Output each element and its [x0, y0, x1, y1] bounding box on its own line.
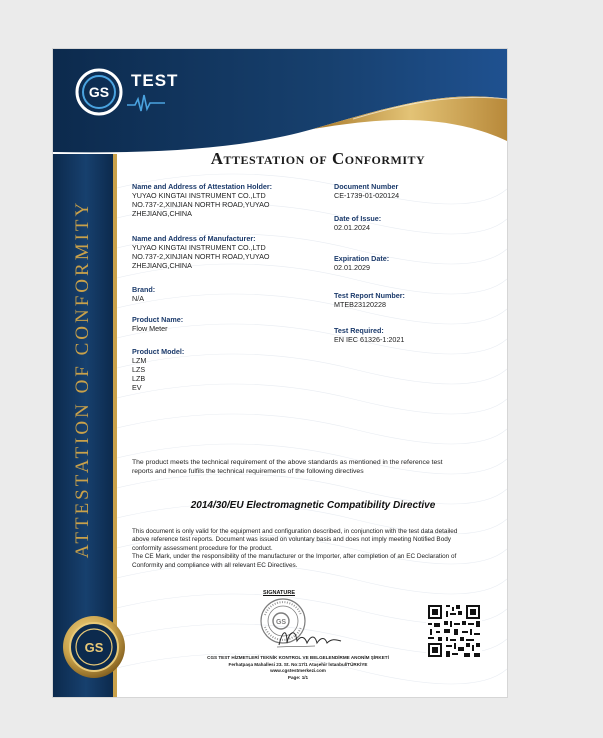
product-model-item: LZS	[132, 365, 146, 374]
product-name-value: Flow Meter	[132, 324, 168, 333]
logo-text: TEST	[131, 71, 179, 90]
test-required-label: Test Required:	[334, 326, 384, 335]
manufacturer-line: ZHEJIANG,CHINA	[132, 261, 192, 270]
handwritten-signature	[275, 621, 345, 651]
directive-title: 2014/30/EU Electromagnetic Compatibility Directive	[190, 500, 436, 511]
test-report-number-label: Test Report Number:	[334, 291, 405, 300]
test-report-number-block	[334, 291, 405, 309]
holder-line: YUYAO KINGTAI INSTRUMENT CO.,LTD	[132, 191, 266, 200]
disclaimer-line: The CE Mark, under the responsibility of the manufacturer or the Importer, after completion of an EC Declaration of	[132, 553, 457, 561]
expiration-date-block	[334, 254, 389, 272]
gold-seal-icon	[61, 614, 127, 680]
svg-text:GS: GS	[84, 640, 104, 655]
certificate	[52, 48, 508, 698]
document-number-value: CE-1739-01-020124	[334, 191, 400, 200]
footer-website[interactable]: www.cgstestmerkezi.com	[270, 668, 326, 673]
footer-page-number: Page: 1/1	[287, 674, 309, 680]
statement-line: The product meets the technical requirement of the above standards as mentioned in the reference test	[132, 459, 443, 466]
product-name-label: Product Name:	[132, 315, 184, 324]
manufacturer-label: Name and Address of Manufacturer:	[132, 234, 256, 243]
date-of-issue-value: 02.01.2024	[334, 223, 370, 232]
holder-block	[132, 182, 312, 218]
svg-text:GS: GS	[275, 619, 287, 626]
document-number-label: Document Number	[334, 182, 399, 191]
disclaimer-line: above reference test reports. Document was issued on voluntary basis and does not imply meeting Notified Body	[132, 536, 451, 544]
holder-label: Name and Address of Attestation Holder:	[132, 182, 273, 191]
document-number-block	[334, 182, 399, 200]
disclaimer-line: conformity assessment procedure for the product.	[132, 544, 273, 552]
test-required-block	[334, 326, 404, 344]
expiration-date-label: Expiration Date:	[334, 254, 390, 263]
manufacturer-line: YUYAO KINGTAI INSTRUMENT CO.,LTD	[132, 243, 266, 252]
product-model-item: LZM	[132, 356, 147, 365]
manufacturer-line: NO.737-2,XINJIAN NORTH ROAD,YUYAO	[132, 252, 270, 261]
footer	[163, 655, 433, 681]
disclaimer-paragraph	[132, 528, 502, 570]
product-name-block	[132, 315, 183, 333]
expiration-date-value: 02.01.2029	[334, 263, 370, 272]
footer-company: CGS TEST HİZMETLERİ TEKNİK KONTROL VE BELGELENDİRME ANONİM ŞİRKETİ	[207, 655, 389, 660]
qr-code[interactable]	[426, 603, 482, 659]
disclaimer-line: Conformity and compliance with all relevant EC Directives.	[132, 561, 298, 569]
date-of-issue-label: Date of Issue:	[334, 214, 382, 223]
brand-block	[132, 285, 155, 303]
document-title: Attestation of Conformity	[210, 149, 426, 168]
test-required-value: EN IEC 61326-1:2021	[334, 335, 405, 344]
brand-label: Brand:	[132, 285, 156, 294]
product-model-item: EV	[132, 383, 142, 392]
test-report-number-value: MTEB23120228	[334, 300, 386, 309]
signature-label: SIGNATURE	[263, 590, 295, 596]
statement-paragraph	[132, 458, 502, 476]
product-model-item: LZB	[132, 374, 146, 383]
manufacturer-block	[132, 234, 312, 270]
product-model-label: Product Model:	[132, 347, 185, 356]
holder-line: NO.737-2,XINJIAN NORTH ROAD,YUYAO	[132, 200, 270, 209]
footer-address: Ferhatpaşa Mahallesi 23. St. No:17/1 Ataşehir İstanbul/TÜRKİYE	[228, 661, 368, 667]
statement-line: reports and hence fulfils the technical requirements of the following directives	[132, 468, 364, 475]
holder-line: ZHEJIANG,CHINA	[132, 209, 192, 218]
disclaimer-line: This document is only valid for the equipment and configuration described, in conjunction with the test data detailed	[132, 528, 458, 535]
vertical-title: ATTESTATION OF CONFORMITY	[72, 199, 93, 559]
product-model-block	[132, 347, 184, 392]
svg-text:GS: GS	[88, 84, 110, 100]
date-of-issue-block	[334, 214, 381, 232]
brand-value: N/A	[132, 294, 144, 303]
